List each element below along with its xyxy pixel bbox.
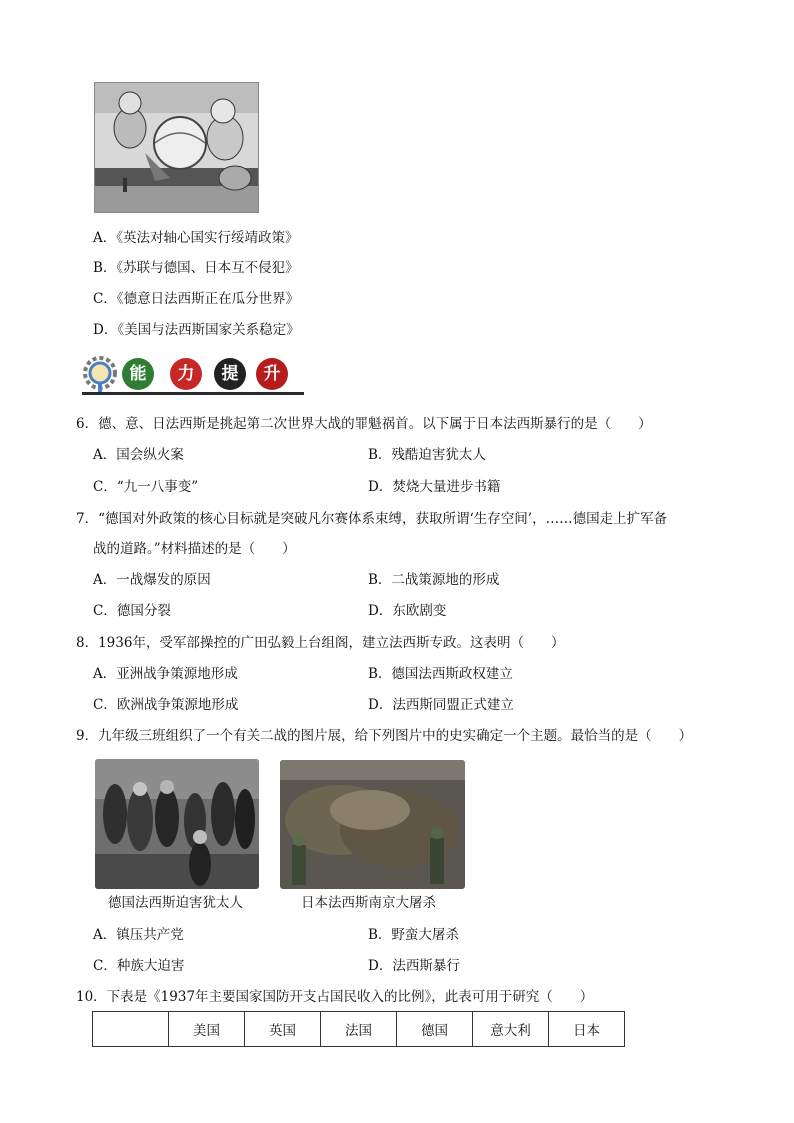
q7-option-c: C．德国分裂: [93, 603, 171, 619]
q5-option-b: B．《苏联与德国、日本互不侵犯》: [93, 260, 299, 276]
cartoon-illustration: [95, 83, 258, 212]
q8-option-d: D．法西斯同盟正式建立: [368, 697, 514, 713]
q5-option-c: C．《德意日法西斯正在瓜分世界》: [93, 291, 300, 307]
caption-nanjing: 日本法西斯南京大屠杀: [301, 895, 436, 911]
table-header-cell: 法国: [321, 1012, 397, 1047]
q8-stem: 8．1936年，受军部操控的广田弘毅上台组阁，建立法西斯专政。这表明（ ）: [76, 635, 565, 651]
q9-stem: 9．九年级三班组织了一个有关二战的图片展，给下列图片中的史实确定一个主题。最恰当的是（ ）: [76, 728, 693, 744]
q8-option-b: B．德国法西斯政权建立: [368, 666, 513, 682]
photo-persecution-illustration: [95, 759, 259, 889]
q5-option-d: D．《美国与法西斯国家关系稳定》: [93, 322, 300, 338]
q9-option-d: D．法西斯暴行: [368, 958, 460, 974]
q9-option-a: A．镇压共产党: [93, 927, 184, 943]
badge-ti: 提: [214, 358, 246, 390]
q7-option-a: A．一战爆发的原因: [93, 572, 211, 588]
photo-nanjing-massacre: [280, 760, 465, 889]
q7-option-d: D．东欧剧变: [368, 603, 447, 619]
badge-neng: 能: [122, 358, 154, 390]
q6-option-c: C．“九一八事变”: [93, 479, 199, 495]
q9-option-b: B．野蛮大屠杀: [368, 927, 459, 943]
table-header-cell: 德国: [397, 1012, 473, 1047]
cartoon-image: [94, 82, 259, 213]
q5-option-a: A．《英法对轴心国实行绥靖政策》: [93, 230, 299, 246]
table-header-cell: 英国: [245, 1012, 321, 1047]
photo-nanjing-illustration: [280, 760, 465, 889]
badge-li: 力: [170, 358, 202, 390]
q6-stem: 6．德、意、日法西斯是挑起第二次世界大战的罪魁祸首。以下属于日本法西斯暴行的是（ ）: [76, 416, 652, 432]
defense-spending-table: [92, 1011, 625, 1047]
section-underline: [82, 392, 304, 395]
table-header-cell: 意大利: [473, 1012, 549, 1047]
q9-option-c: C．种族大迫害: [93, 958, 185, 974]
badge-sheng: 升: [256, 358, 288, 390]
q8-option-c: C．欧洲战争策源地形成: [93, 697, 239, 713]
table-header-row: [93, 1012, 625, 1047]
q6-option-a: A．国会纵火案: [93, 447, 184, 463]
q6-option-d: D．焚烧大量进步书籍: [368, 479, 501, 495]
table-header-cell: [93, 1012, 169, 1047]
q7-stem-line1: 7．“德国对外政策的核心目标就是突破凡尔赛体系束缚，获取所谓‘生存空间’，……德国走上扩军备: [76, 511, 668, 527]
section-header-ability: [82, 354, 304, 396]
q6-option-b: B．残酷迫害犹太人: [368, 447, 486, 463]
q8-option-a: A．亚洲战争策源地形成: [93, 666, 238, 682]
caption-persecution: 德国法西斯迫害犹太人: [108, 895, 243, 911]
magnifier-gear-icon: [82, 354, 118, 392]
q7-stem-line2: 战的道路。”材料描述的是（ ）: [93, 541, 296, 557]
q7-option-b: B．二战策源地的形成: [368, 572, 500, 588]
q10-stem: 10．下表是《1937年主要国家国防开支占国民收入的比例》，此表可用于研究（ ）: [76, 989, 594, 1005]
table-header-cell: 日本: [549, 1012, 625, 1047]
photo-persecution-jews: [95, 759, 259, 889]
table-header-cell: 美国: [169, 1012, 245, 1047]
